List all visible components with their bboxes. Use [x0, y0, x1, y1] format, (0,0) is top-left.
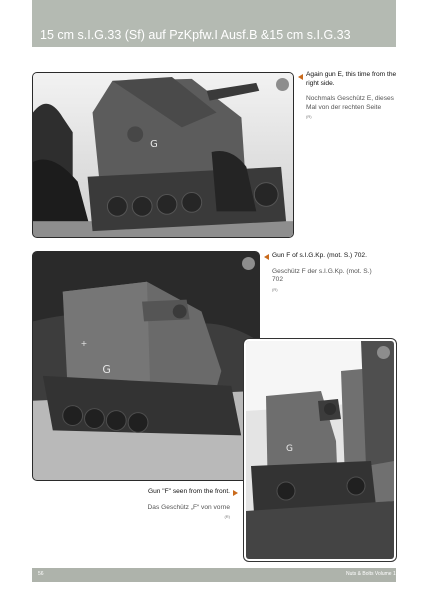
caption-pointer-icon [264, 254, 269, 260]
caption-credit: (R) [224, 514, 230, 520]
caption-english: Gun "F" seen from the front. [147, 488, 230, 495]
caption-pointer-icon [233, 490, 238, 496]
page-number: 56 [38, 571, 44, 577]
photo-gun-f-front-image [246, 341, 394, 559]
photo-number-badge [242, 257, 255, 270]
caption-photo-2 [272, 252, 382, 292]
svg-text:G: G [102, 362, 111, 376]
photo-gun-f-image [33, 252, 259, 480]
photo-number-badge [276, 78, 289, 91]
footer-band [32, 568, 396, 582]
footer-series-title: Nuts & Bolts Volume 19 [346, 571, 399, 577]
page-title: 15 cm s.I.G.33 (Sf) auf PzKpfw.I Ausf.B &15 cm s.I.G.33 [40, 28, 351, 42]
caption-german: Geschütz F der s.I.G.Kp. (mot. S.) 702 [272, 267, 372, 284]
photo-gun-e-image [33, 73, 293, 237]
caption-credit: (R) [272, 286, 278, 292]
caption-photo-3 [130, 488, 230, 519]
photo-gun-f-front [244, 339, 396, 561]
svg-text:G: G [286, 444, 293, 454]
caption-german: Das Geschütz „F“ von vorne [147, 503, 230, 511]
caption-photo-1 [306, 71, 398, 119]
caption-pointer-icon [298, 74, 303, 80]
caption-credit: (R) [306, 114, 312, 120]
photo-gun-f [32, 251, 260, 481]
photo-number-badge [377, 346, 390, 359]
photo-gun-e-right-side [32, 72, 294, 238]
caption-english: Again gun E, this time from the right side. [306, 71, 397, 87]
caption-german: Nochmals Geschütz E, dieses Mal von der rechten Seite [306, 95, 394, 111]
svg-text:+: + [80, 339, 88, 349]
caption-english: Gun F of s.I.G.Kp. (mot. S.) 702. [272, 252, 367, 259]
svg-text:G: G [150, 139, 158, 151]
